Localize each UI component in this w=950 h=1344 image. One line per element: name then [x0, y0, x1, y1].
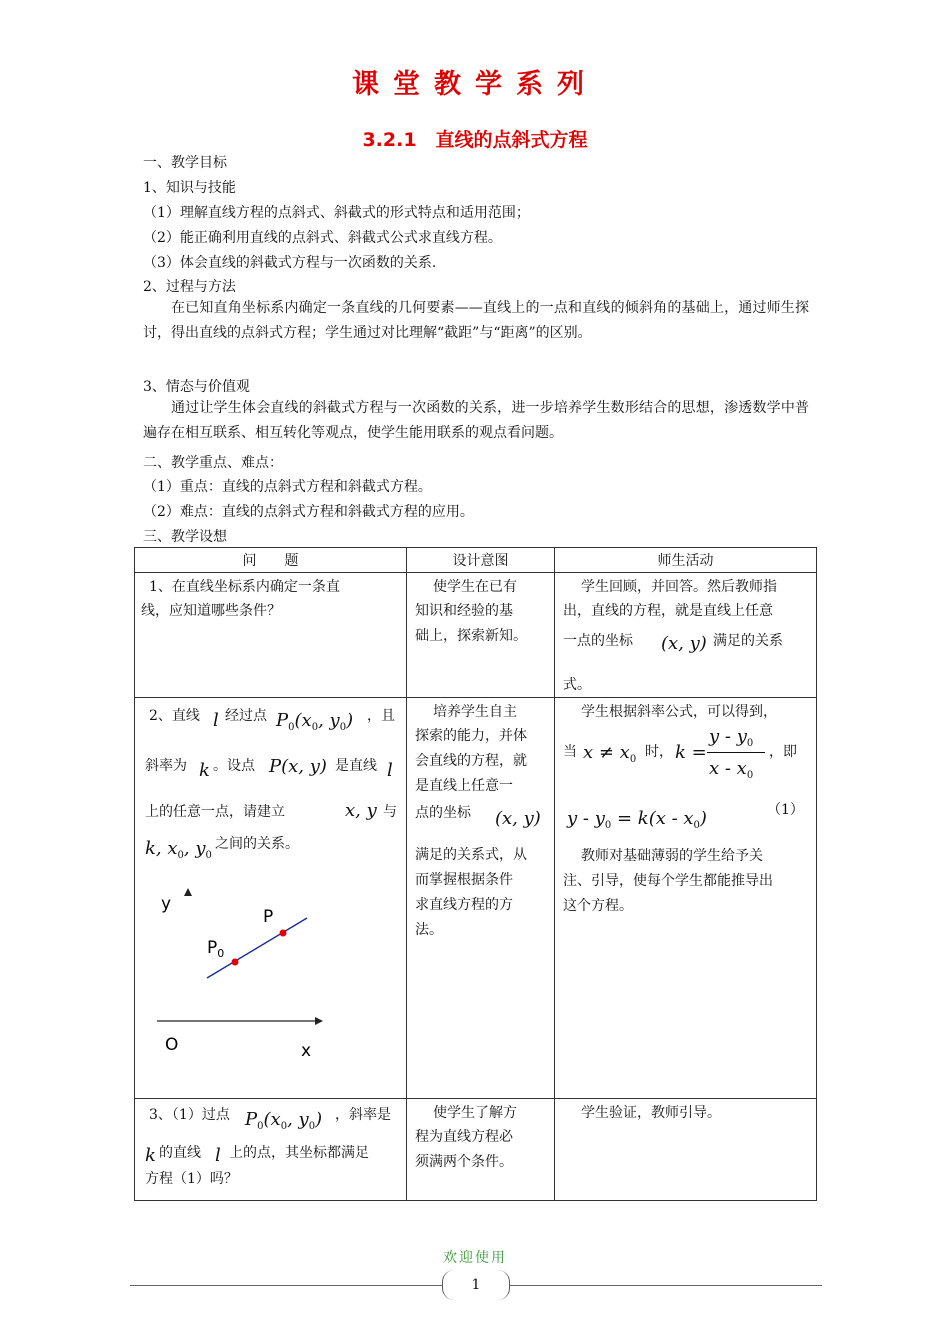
teaching-design-table: 问 题 设计意图 师生活动 1、在直线坐标系内确定一条直 线，应知道哪些条件？ 使学生在已有 知识和经验的基 础上，探索新知。 学生回顾，并回答。然后教师指 出，直线的方程，就是直线上任意 一点的坐标 (x, y) 满足的关系 式。 2、直线 l 经过点 $P_0(x_0$, $y_0$) ，且 斜率为 k 。设点 P(x, y) 是直线 l 上的任意一点，请建立 x, y 与 k, $x_0$, $y_0$ 之间的关系。 y x O P $P_0$ 培养学生自主 探索的能力，并体 会直线的方程，就 是直线上任意一 点的坐标 (x, y) 满足的关系式，从 而掌握根据条件 求直线方程的方 法。 学生根据斜率公式，可以得到， 当 $x \ne x_0$ 时， k = y - $y_0$ x - $x_0$ ，即 $y - y_0 = k(x - x_0)$ （1） 教师对基础薄弱的学生给予关 注、引导，使每个学生都能推导出 这个方程。 3、（1）过点 $P_0(x_0$, $y_0$) ，斜率是 k 的直线 l 上的点，其坐标都满足 方程（1）吗？ 使学生了解方 程为直线方程必 须满两个条件。 学生验证，教师引导。	[134, 547, 817, 1201]
y-axis-arrow	[184, 888, 192, 896]
header-intent: 设计意图	[407, 548, 555, 573]
lesson-title: 3.2.1 直线的点斜式方程	[362, 129, 588, 151]
line-graph	[135, 878, 407, 1078]
header-question: 问 题	[135, 548, 407, 573]
origin-label: O	[165, 1035, 179, 1055]
knowledge-item: （2）能正确利用直线的点斜式、斜截式公式求直线方程。	[143, 230, 502, 246]
knowledge-item: （1）理解直线方程的点斜式、斜截式的形式特点和适用范围；	[143, 205, 530, 221]
p0-math-row3: $P_0(x_0$, $y_0$)	[245, 1109, 323, 1132]
fraction-bar	[707, 752, 765, 753]
condition-math: $x \ne x_0$	[583, 742, 637, 765]
point-slope-equation: $y - y_0 = k(x - x_0)$	[567, 808, 707, 831]
key-heading: 二、教学重点、难点：	[143, 455, 283, 471]
fraction-denominator: x - $x_0$	[709, 758, 754, 781]
knowledge-heading: 1、知识与技能	[143, 180, 236, 196]
header-activity: 师生活动	[555, 548, 817, 573]
design-heading: 三、教学设想	[143, 529, 227, 545]
values-heading: 3、情态与价值观	[143, 379, 250, 395]
key-item: （1）重点：直线的点斜式方程和斜截式方程。	[143, 479, 432, 495]
p0-label: $P_0$	[207, 938, 225, 960]
series-title: 课堂教学系列	[352, 69, 598, 100]
footer-welcome: 欢迎使用	[443, 1250, 507, 1266]
process-text: 在已知直角坐标系内确定一条直线的几何要素——直线上的一点和直线的倾斜角的基础上，通过师生探讨，得出直线的点斜式方程；学生通过对比理解“截距”与“距离”的区别。	[143, 300, 809, 341]
point-p	[280, 930, 287, 937]
page-number: 1	[442, 1270, 510, 1300]
point-p0	[232, 959, 239, 966]
point-xy-math: (x, y)	[661, 633, 707, 654]
x-axis-arrow	[315, 1017, 323, 1025]
key-item: （2）难点：直线的点斜式方程和斜截式方程的应用。	[143, 504, 474, 520]
goals-heading: 一、教学目标	[143, 155, 227, 171]
process-heading: 2、过程与方法	[143, 279, 236, 295]
equation-number: （1）	[767, 802, 804, 818]
p-label: P	[263, 907, 274, 927]
fraction-numerator: y - $y_0$	[709, 726, 754, 749]
y-axis-label: y	[161, 894, 172, 914]
p0-math: $P_0(x_0$, $y_0$)	[276, 710, 354, 733]
kx0y0-math: k, $x_0$, $y_0$	[145, 838, 212, 861]
values-text: 通过让学生体会直线的斜截式方程与一次函数的关系，进一步培养学生数形结合的思想，渗透数学中普遍存在相互联系、相互转化等观点，使学生能用联系的观点看问题。	[143, 400, 809, 441]
x-axis-label: x	[301, 1041, 312, 1061]
knowledge-item: （3）体会直线的斜截式方程与一次函数的关系.	[143, 255, 437, 271]
